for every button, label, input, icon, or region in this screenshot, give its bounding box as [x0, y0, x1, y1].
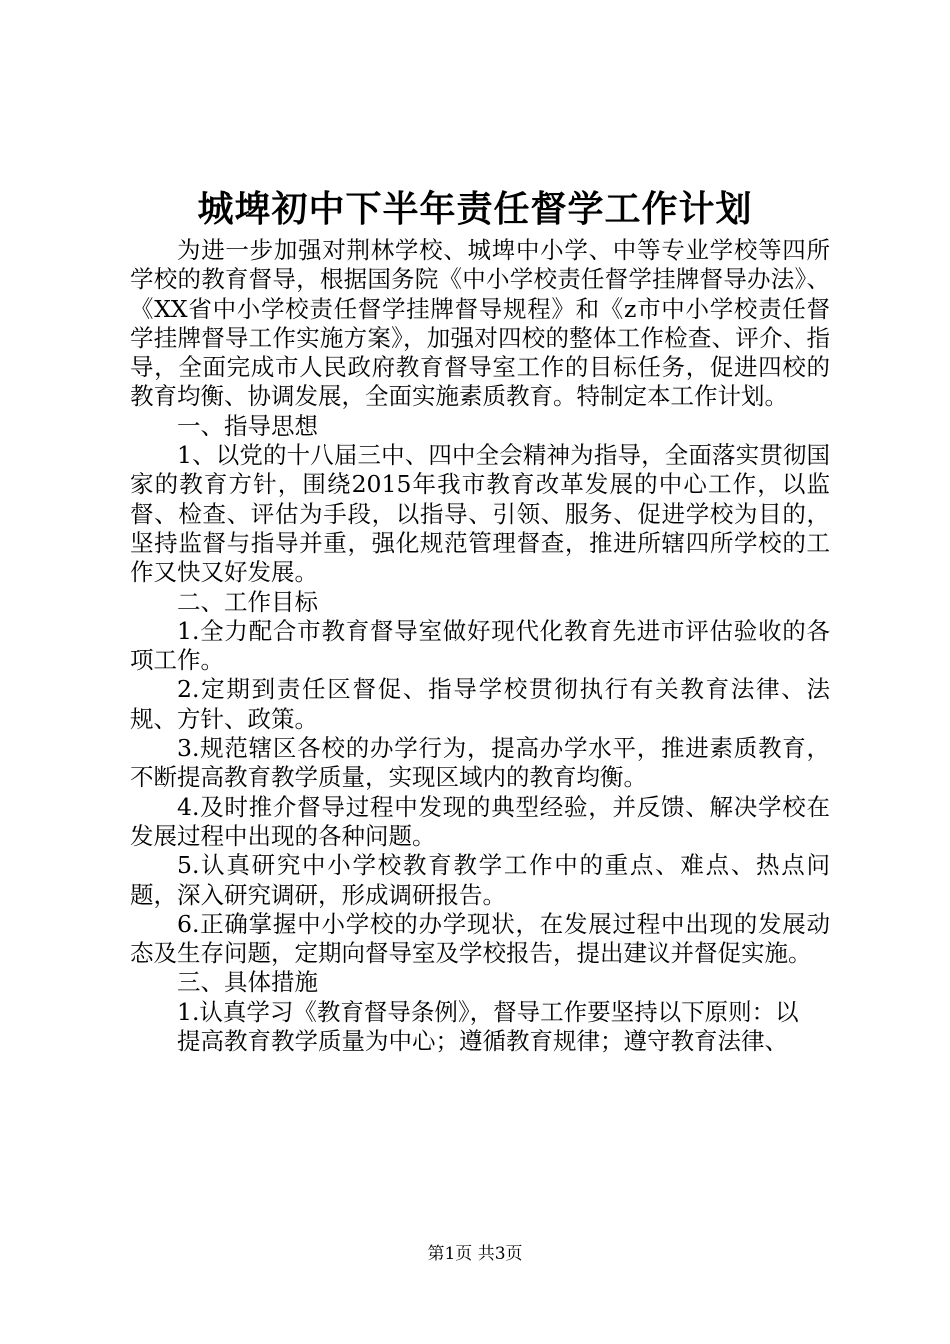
- paragraph-measure-1-cont: 提高教育教学质量为中心；遵循教育规律；遵守教育法律、: [177, 1027, 788, 1056]
- heading-guiding-thought: 一、指导思想: [177, 411, 318, 440]
- paragraph-goal-5: 5.认真研究中小学校教育教学工作中的重点、难点、热点问题，深入研究调研，形成调研报告。: [130, 851, 830, 909]
- heading-work-goals: 二、工作目标: [177, 587, 318, 616]
- paragraph-intro: 为进一步加强对荆林学校、城埤中小学、中等专业学校等四所学校的教育督导，根据国务院《中小学校责任督学挂牌督导办法》、《XX省中小学校责任督学挂牌督导规程》和《z市中小学校责任督学挂牌督导工作实施方案》，加强对四校的整体工作检查、评介、指导，全面完成市人民政府教育督导室工作的目标任务，促进四校的教育均衡、协调发展，全面实施素质教育。特制定本工作计划。: [130, 236, 830, 411]
- document-title: 城埤初中下半年责任督学工作计划: [197, 188, 753, 230]
- document-body: [130, 236, 830, 1056]
- paragraph-measure-1: 1.认真学习《教育督导条例》，督导工作要坚持以下原则：以: [177, 997, 799, 1026]
- paragraph-goal-1: 1.全力配合市教育督导室做好现代化教育先进市评估验收的各项工作。: [130, 616, 830, 675]
- paragraph-goal-3: 3.规范辖区各校的办学行为，提高办学水平，推进素质教育，不断提高教育教学质量，实现区域内的教育均衡。: [130, 734, 830, 792]
- paragraph-guiding-1: 1、以党的十八届三中、四中全会精神为指导，全面落实贯彻国家的教育方针，围绕2015年我市教育改革发展的中心工作，以监督、检查、评估为手段，以指导、引领、服务、促进学校为目的，坚持监督与指导并重，强化规范管理督查，推进所辖四所学校的工作又快又好发展。: [130, 441, 830, 587]
- page-number-footer: 第1页 共3页: [427, 1244, 523, 1264]
- heading-measures: 三、具体措施: [177, 968, 318, 997]
- paragraph-goal-2: 2.定期到责任区督促、指导学校贯彻执行有关教育法律、法规、方针、政策。: [130, 675, 830, 733]
- paragraph-goal-6: 6.正确掌握中小学校的办学现状，在发展过程中出现的发展动态及生存问题，定期向督导室及学校报告，提出建议并督促实施。: [130, 909, 830, 968]
- paragraph-goal-4: 4.及时推介督导过程中发现的典型经验，并反馈、解决学校在发展过程中出现的各种问题。: [130, 792, 830, 850]
